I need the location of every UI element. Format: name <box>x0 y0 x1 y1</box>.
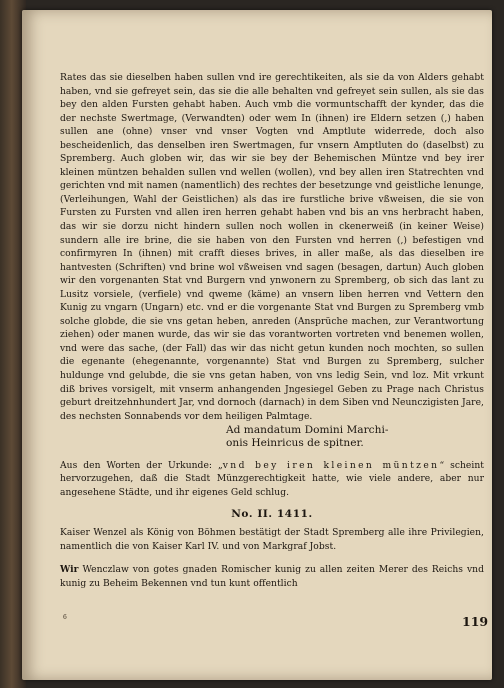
closing-line-1: Ad mandatum Domini Marchi- <box>226 424 389 437</box>
book-page <box>22 10 492 680</box>
editor-note-before: Aus den Worten der Urkunde: „ <box>60 460 223 471</box>
editor-note-after: “ scheint hervorzugehen, daß die Stadt Münzgerechtigkeit hatte, wie viele andere, aber nur angesehene Städte, und ihr eigenes Geld schlug. <box>60 460 484 498</box>
document-summary: Kaiser Wenzel als König von Böhmen bestätigt der Stadt Spremberg alle ihre Privilegien, namentlich die von Kaiser Karl IV. und von Markgraf Jobst. <box>60 528 484 552</box>
page-number: 119 <box>462 614 489 629</box>
closing-mandate <box>226 424 484 449</box>
page-content <box>60 72 484 591</box>
document-heading: No. II. 1411. <box>231 508 313 521</box>
editor-note-quote: vnd bey iren kleinen müntzen <box>222 460 440 471</box>
document-initial-word: Wir <box>60 564 79 576</box>
document-text-start-body: Wenczlaw von gotes gnaden Romischer kunig zu allen zeiten Merer des Reichs vnd kunig zu Beheim Bekennen vnd tun kunt offentlich <box>60 565 484 589</box>
editor-note <box>60 460 484 501</box>
document-main-paragraph: Rates das sie dieselben haben sullen vnd ire gerechtikeiten, als sie da von Alders gehabt haben, vnd sie gefreyet sein, das sie die alle behalten vnd gefreyet sein sullen, als sie das bey den alden Fursten gehabt haben. Auch vmb die vormuntschafft der kynder, das die der nechste Swertmage, (Verwandten) oder wem In (ihnen) ire Eldern setzen (,) haben sullen ane (ohne) vnser vnd vnser Vogten vnd Amptlute widerrede, doch also bescheidenlich, das denselben iren Swertmagen, fur vnsern Amptluten do (daselbst) zu Spremberg. Auch globen wir, das wir sie bey der Behemischen Müntze vnd bey irer kleinen müntzen behalden sullen vnd wellen (wollen), vnd bey allen iren Statrechten vnd gerichten vnd mit namen (namentlich) des rechtes der besetzunge vnd geistliche lenunge, (Verleihungen, Wahl der Geistlichen) als das ire furstliche brive vßweisen, die sie von Fursten zu Fursten vnd allen iren herren gehabt haben vnd bis an vns herbracht haben, das wir sie dorzu nicht hindern sullen noch wollen in ckenerweiß (in keiner Weise) sundern alle ire brine, die sie haben von den Fursten vnd herren (,) befestigen vnd confirmyren In (ihnen) mit crafft dieses brives, in aller maße, als das dieselben ire hantvesten (Schriften) vnd brine wol vßweisen vnd sagen (besagen, dartun) Auch globen wir den vorgenanten Stat vnd Burgern vnd ynwonern zu Spremberg, ob sich das lant zu Lusitz vorsiele, (verfiele) vnd qweme (käme) an vnsern liben herren vnd Vettern den Kunig zu vngarn (Ungarn) etc. vnd er die vorgenante Stat vnd Burgen zu Spremberg vmb solche globde, die sie vns getan heben, anreden (Ansprüche machen, zur Verantwortung ziehen) oder manen wurde, das wir sie das vorantworten vortreten vnd benemen wollen, vnd were das sache, (der Fall) das wir das nicht getun kunden noch mochten, so sullen die egenante (ehegenannte, vorgenannte) Stat vnd Burgen zu Spremberg, sulcher huldunge vnd gelubde, die sie vns getan haben, von vns ledig Sein, vnd loz. Mit vrkunt diß brives vorsigelt, mit vnserm anhangenden Jngesiegel Geben zu Prage nach Christus geburt dreitzehnhundert Jar, vnd dornoch (darnach) in dem Siben vnd Neunczigisten Jare, des nechsten Sonnabends vor dem heiligen Palmtage. <box>60 73 484 422</box>
closing-line-2: onis Heinricus de spitner. <box>226 436 364 449</box>
document-text-start <box>60 563 484 591</box>
signature-mark: 6 <box>63 614 67 621</box>
